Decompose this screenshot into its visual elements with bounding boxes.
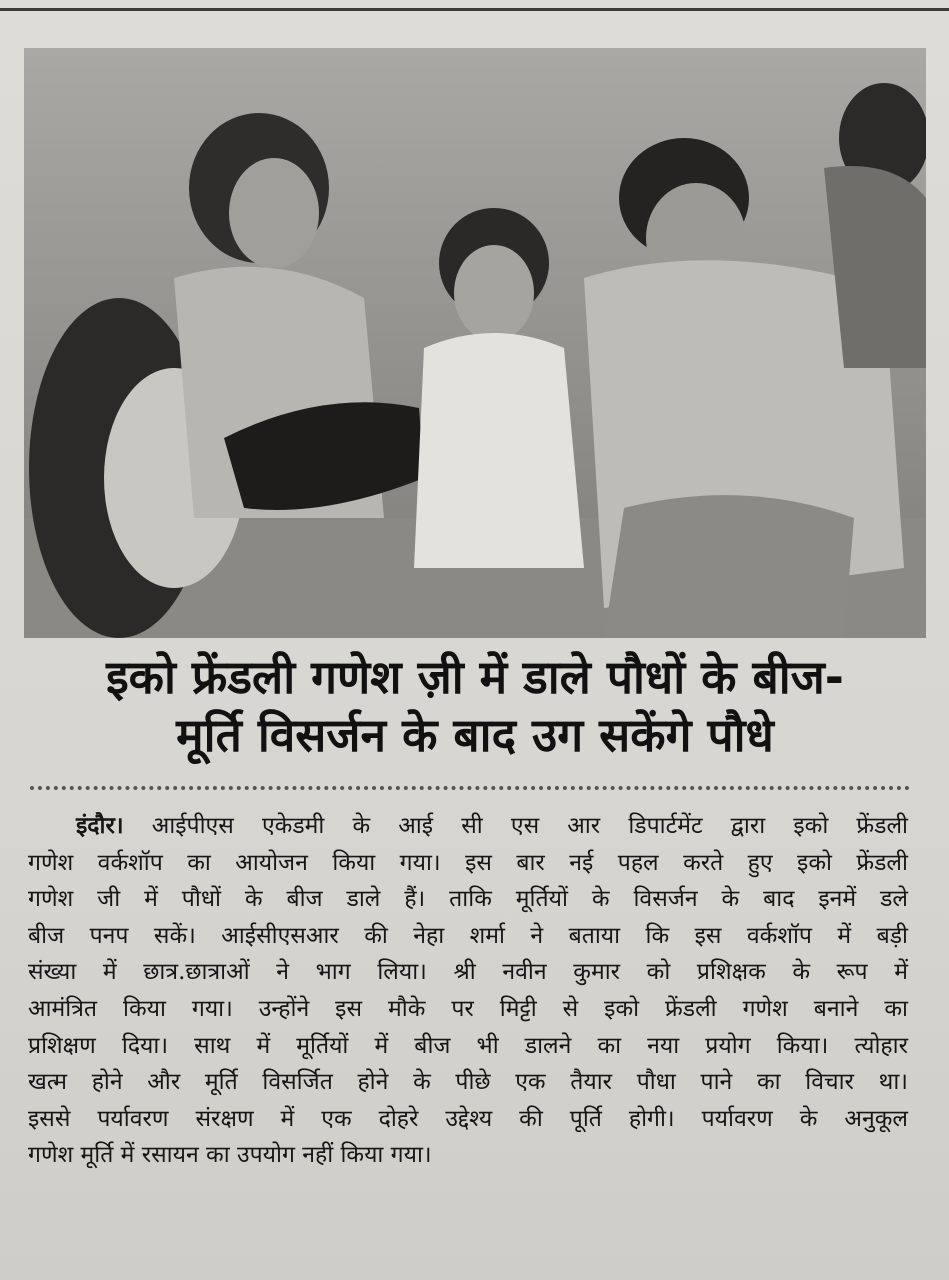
- news-photo: [24, 48, 926, 638]
- article-line: आमंत्रित किया गया। उन्होंने इस मौके पर मिट्टी से इको फ्रेंडली गणेश बनाने का: [28, 995, 908, 1022]
- article-line: खत्म होने और मूर्ति विसर्जित होने के पीछे एक तैयार पौधा पाने का विचार था।: [28, 1069, 908, 1096]
- dotted-divider: [30, 786, 910, 790]
- article-line: प्रशिक्षण दिया। साथ में मूर्तियों में बीज भी डालने का नया प्रयोग किया। त्योहार: [28, 1032, 908, 1059]
- article-line: बीज पनप सकें। आईसीएसआर की नेहा शर्मा ने बताया कि इस वर्कशॉप में बड़ी: [28, 922, 908, 949]
- article-line: गणेश जी में पौधों के बीज डाले हैं। ताकि मूर्तियों के विसर्जन के बाद इनमें डले: [28, 886, 908, 913]
- headline: [30, 648, 920, 764]
- workshop-photo-illustration: [24, 48, 926, 638]
- article-line: गणेश वर्कशॉप का आयोजन किया गया। इस बार नई पहल करते हुए इको फ्रेंडली: [28, 849, 908, 876]
- article-line: गणेश मूर्ति में रसायन का उपयोग नहीं किया गया।: [28, 1142, 432, 1169]
- headline-line-1: इको फ्रेंडली गणेश ज़ी में डाले पौधों के बीज-: [106, 650, 844, 704]
- top-rule: [0, 8, 949, 11]
- headline-line-2: मूर्ति विसर्जन के बाद उग सकेंगे पौधे: [176, 708, 774, 762]
- article-line: इससे पर्यावरण संरक्षण में एक दोहरे उद्देश्य की पूर्ति होगी। पर्यावरण के अनुकूल: [28, 1105, 908, 1132]
- article-line-text: आईपीएस एकेडमी के आई सी एस आर डिपार्टमेंट द्वारा इको फ्रेंडली: [123, 813, 908, 839]
- dateline: इंदौर।: [76, 812, 124, 839]
- article-body: [28, 808, 908, 1174]
- article-line: [28, 808, 908, 845]
- article-line: संख्या में छात्र.छात्राओं ने भाग लिया। श्री नवीन कुमार को प्रशिक्षक के रूप में: [28, 959, 908, 986]
